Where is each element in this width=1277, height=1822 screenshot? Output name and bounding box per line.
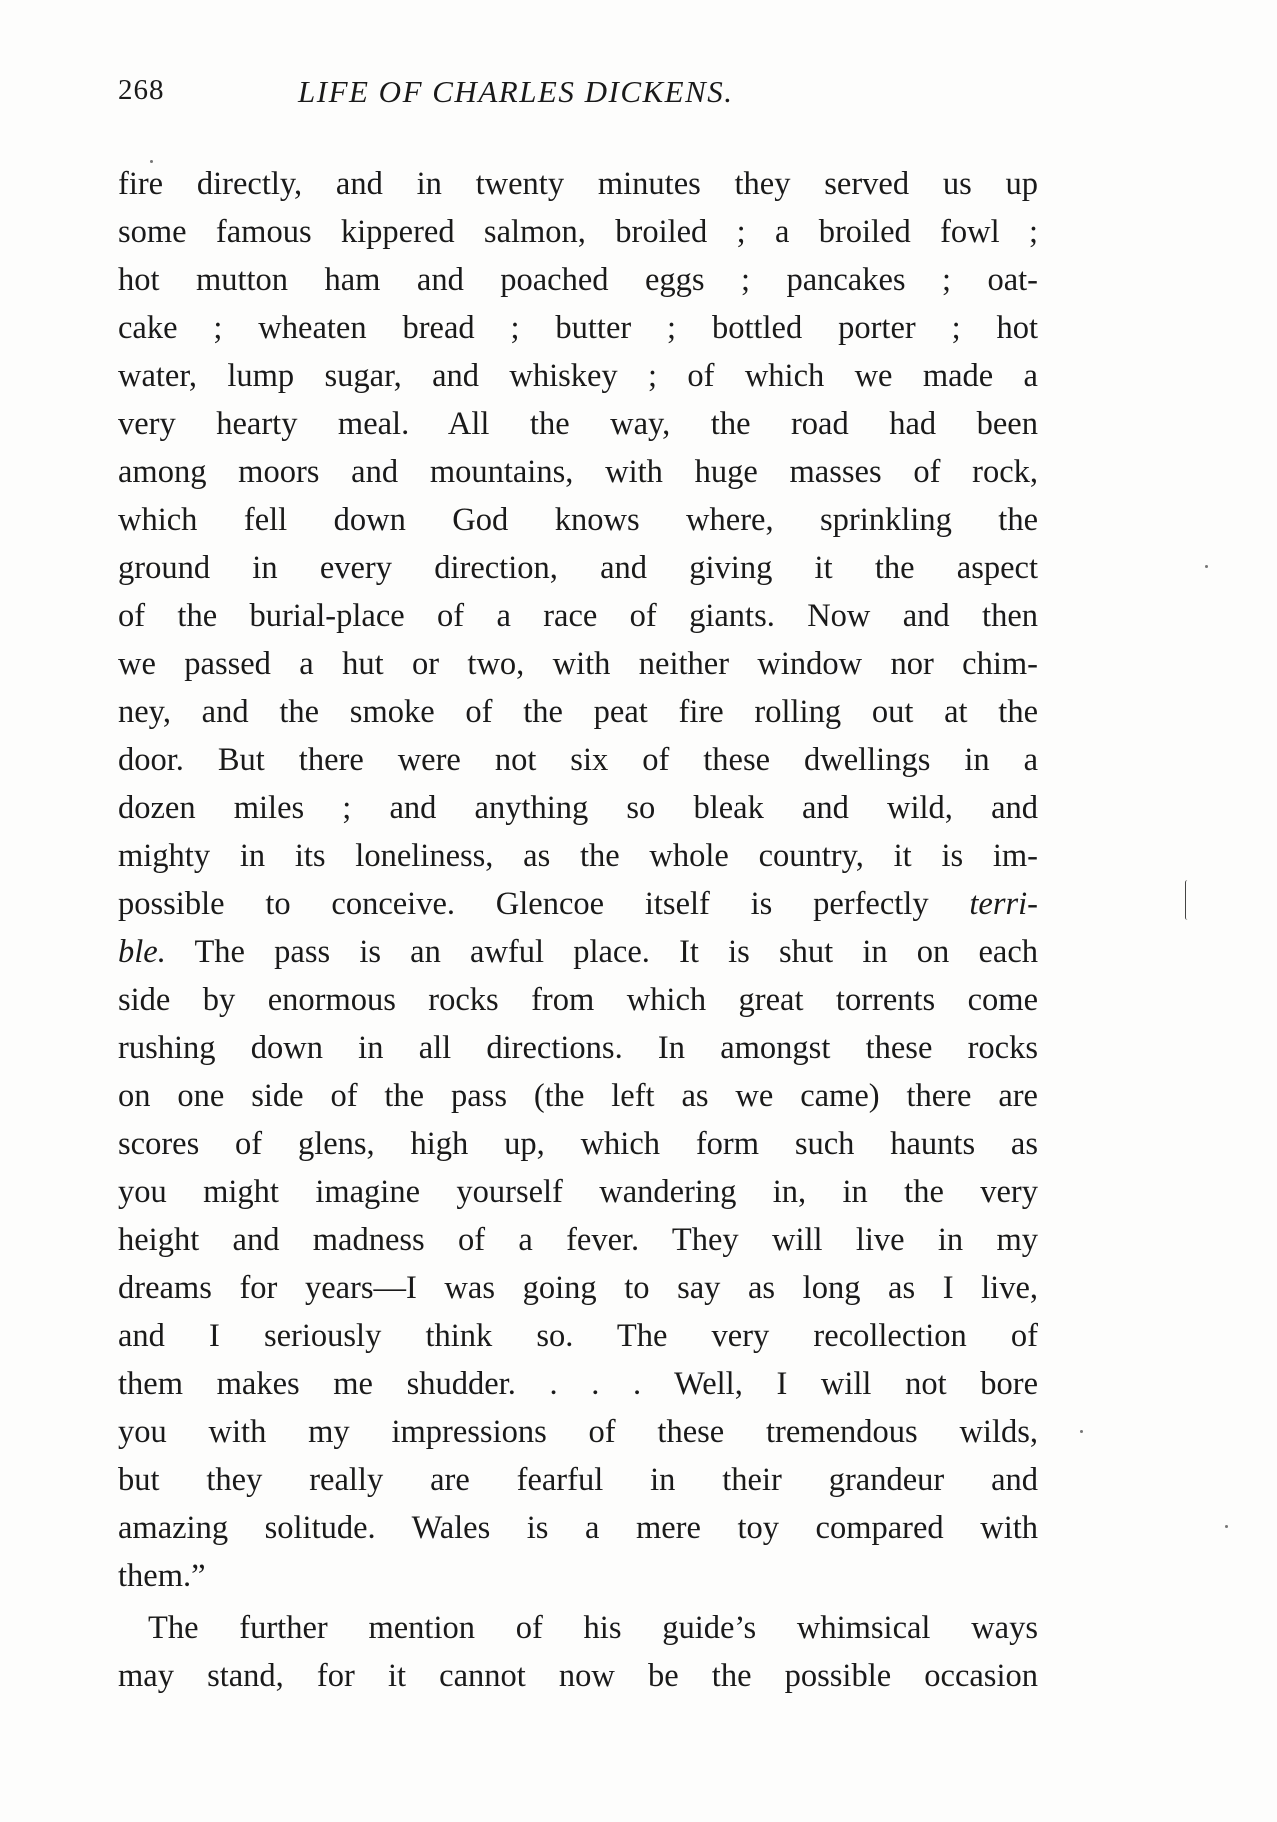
text-line: some famous kippered salmon, broiled ; a broiled fowl ;: [118, 214, 1038, 250]
text-line: but they really are fearful in their grandeur and: [118, 1462, 1038, 1498]
text-line: them makes me shudder. . . . Well, I will not bore: [118, 1366, 1038, 1402]
text-line: you with my impressions of these tremendous wilds,: [118, 1414, 1038, 1450]
text-line: and I seriously think so. The very recollection of: [118, 1318, 1038, 1354]
page-header: [118, 74, 1038, 122]
text-line: you might imagine yourself wandering in, in the very: [118, 1174, 1038, 1210]
text-line: [118, 880, 1038, 928]
text-line: cake ; wheaten bread ; butter ; bottled porter ; hot: [118, 310, 1038, 346]
text-line: may stand, for it cannot now be the possible occasion: [118, 1658, 1038, 1694]
text-line: door. But there were not six of these dwellings in a: [118, 742, 1038, 778]
text-line: dozen miles ; and anything so bleak and wild, and: [118, 790, 1038, 826]
text-line: rushing down in all directions. In amongst these rocks: [118, 1030, 1038, 1066]
text-line: them.”: [118, 1558, 206, 1594]
text-line: hot mutton ham and poached eggs ; pancakes ; oat-: [118, 262, 1038, 298]
text-line: we passed a hut or two, with neither window nor chim-: [118, 646, 1038, 682]
page-number: 268: [118, 74, 165, 106]
text-line: mighty in its loneliness, as the whole country, it is im-: [118, 838, 1038, 874]
text-line: water, lump sugar, and whiskey ; of which we made a: [118, 358, 1038, 394]
text-fragment: The pass is an awful place. It is shut in on each: [194, 934, 1038, 970]
text-line: amazing solitude. Wales is a mere toy compared with: [118, 1510, 1038, 1546]
text-line: height and madness of a fever. They will live in my: [118, 1222, 1038, 1258]
paper-speck: [150, 160, 153, 163]
text-line: dreams for years—I was going to say as long as I live,: [118, 1270, 1038, 1306]
text-line: of the burial-place of a race of giants. Now and then: [118, 598, 1038, 634]
text-line: scores of glens, high up, which form such haunts as: [118, 1126, 1038, 1162]
paper-speck: [1080, 1430, 1083, 1433]
paper-speck: [1225, 1525, 1228, 1528]
paragraph-start-line: The further mention of his guide’s whimsical ways: [148, 1610, 1038, 1646]
text-line: fire directly, and in twenty minutes they served us up: [118, 166, 1038, 202]
italic-word: ble.: [118, 934, 166, 970]
margin-mark: [1185, 880, 1190, 920]
text-line: ground in every direction, and giving it the aspect: [118, 550, 1038, 586]
paper-speck: [1205, 565, 1208, 568]
text-line: side by enormous rocks from which great torrents come: [118, 982, 1038, 1018]
body-text: [118, 160, 1038, 1700]
text-line: very hearty meal. All the way, the road had been: [118, 406, 1038, 442]
running-head: LIFE OF CHARLES DICKENS.: [298, 74, 734, 109]
text-line: ney, and the smoke of the peat fire rolling out at the: [118, 694, 1038, 730]
text-line: on one side of the pass (the left as we came) there are: [118, 1078, 1038, 1114]
text-line: among moors and mountains, with huge masses of rock,: [118, 454, 1038, 490]
text-line: which fell down God knows where, sprinkling the: [118, 502, 1038, 538]
text-fragment: possible to conceive. Glencoe itself is perfectly: [118, 886, 929, 922]
text-line: [118, 928, 1038, 976]
italic-word: terri-: [969, 886, 1038, 922]
